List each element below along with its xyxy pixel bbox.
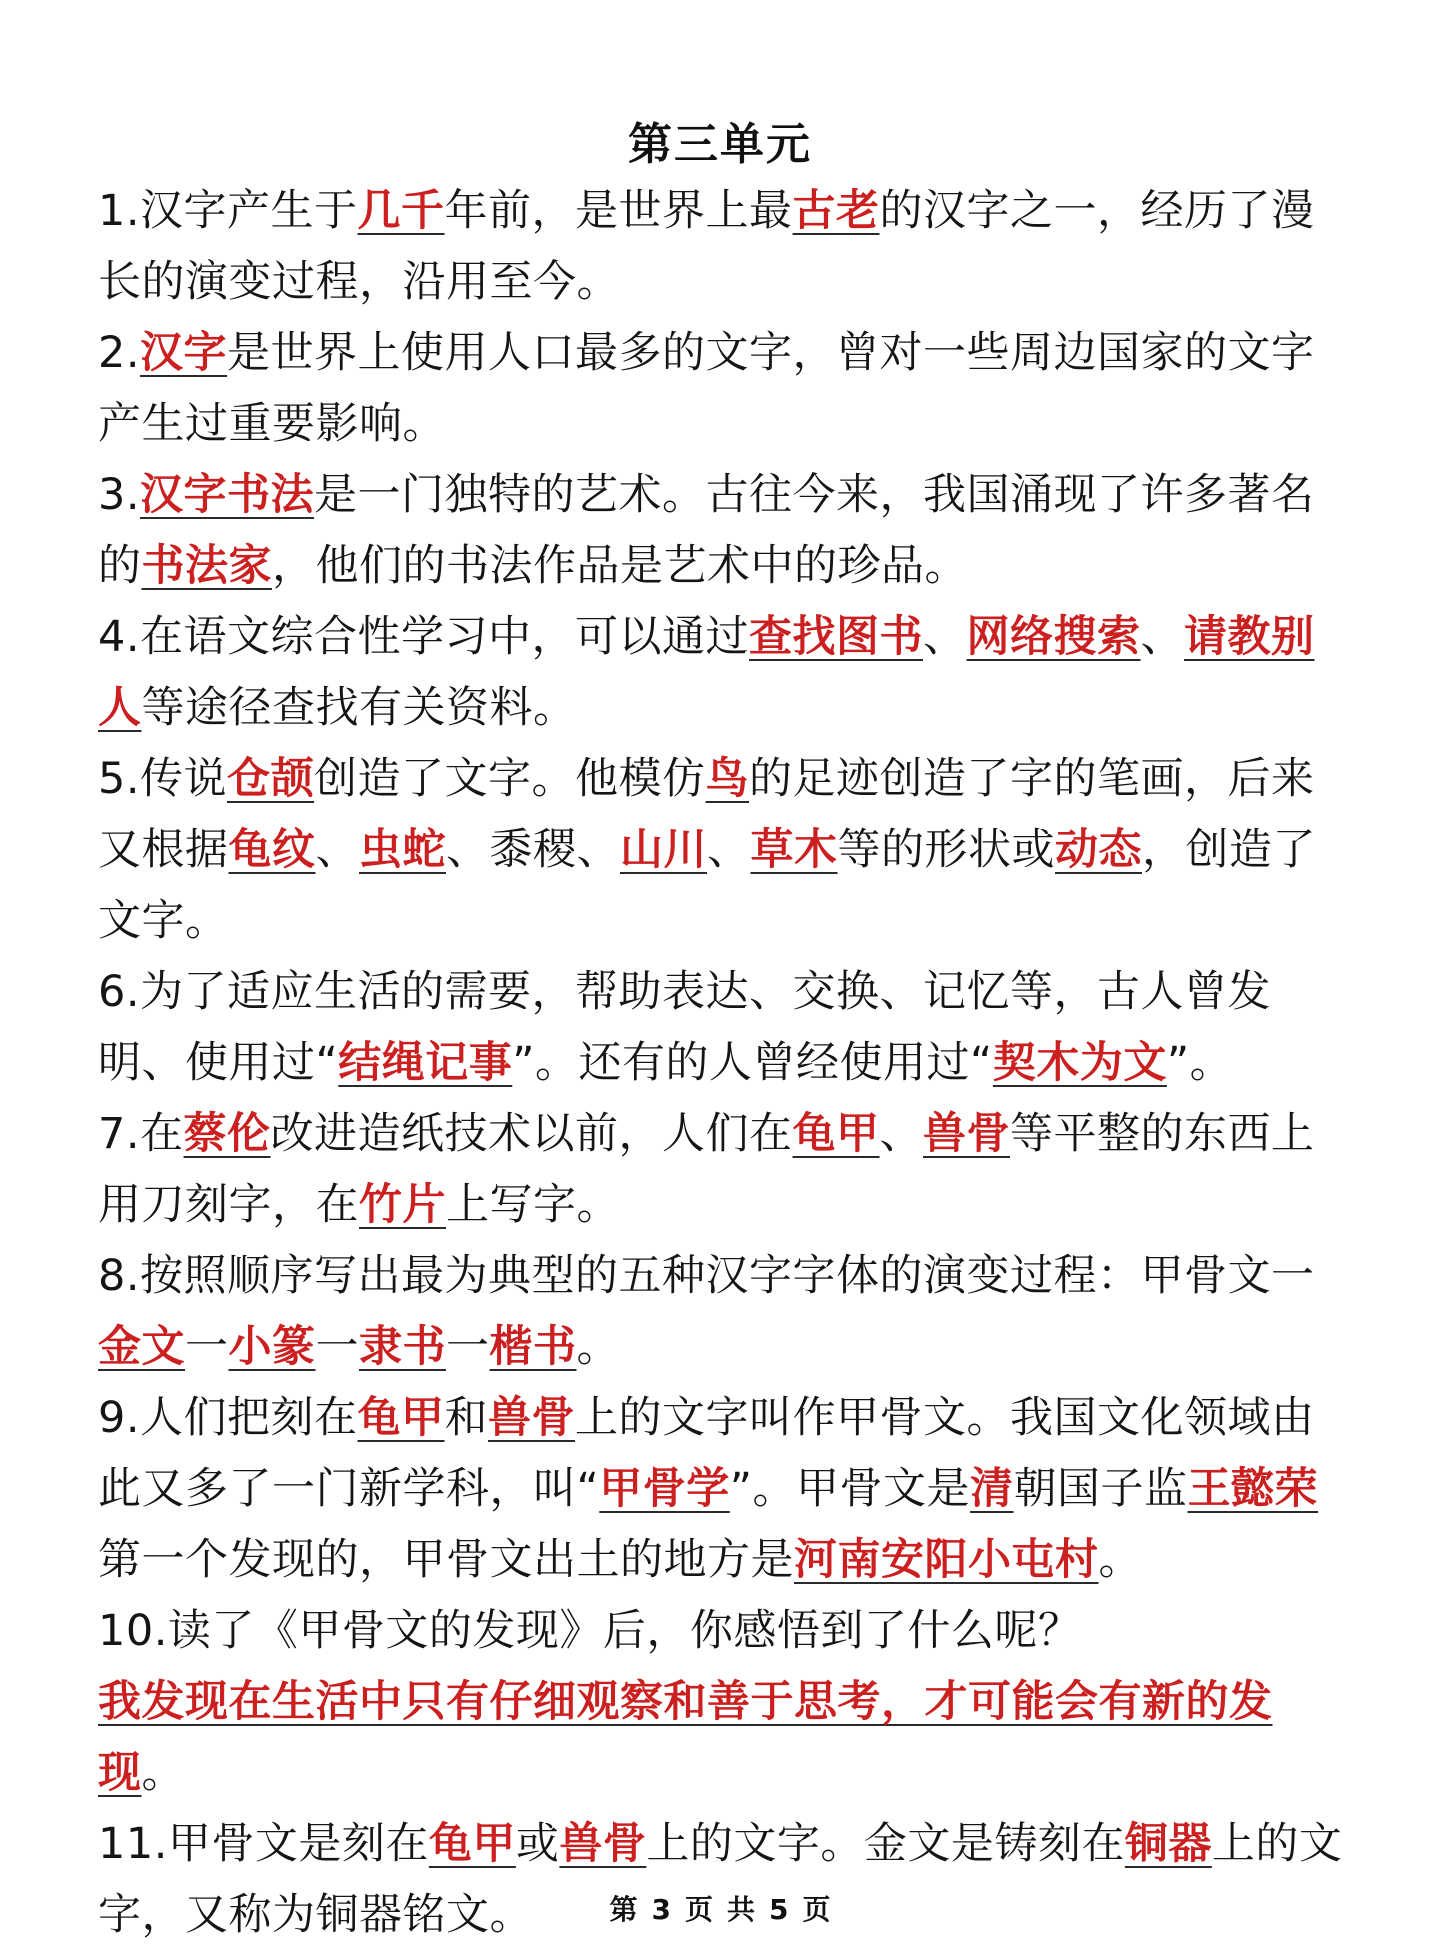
document-body [98,176,1348,1951]
question-text: 10.读了《甲骨文的发现》后，你感悟到了什么呢？ [98,1606,1082,1656]
question-text: 上的文字，又称为铜器铭文。 [98,1819,1343,1940]
question-text: 上的文字。金文是铸刻在 [646,1819,1125,1869]
question-text: 7.在 [98,1109,184,1159]
question-text: ，他们的书法作品是艺术中的珍品。 [272,541,968,591]
answer-text: 竹片 [359,1180,446,1230]
footer-total-pages: 5 [769,1893,789,1926]
answer-text: 仓颉 [227,754,315,804]
question-text: ”。 [1166,1038,1234,1088]
question-text: 第一个发现的，甲骨文出土的地方是 [98,1535,794,1585]
answer-text: 鸟 [705,754,750,804]
question-text: 11.甲骨文是刻在 [98,1819,429,1869]
question-text: 一 [185,1322,229,1372]
answer-text: 几千 [357,186,445,236]
answer-text: 龟甲 [792,1109,880,1159]
answer-text: 我发现在生活中只有仔细观察和善于思考，才可能会有新的发现 [98,1677,1273,1798]
answer-text: 兽骨 [923,1109,1011,1159]
question-text: 8.按照顺序写出最为典型的五种汉字字体的演变过程：甲骨文一 [98,1251,1315,1301]
footer-total-label: 页 [802,1893,831,1926]
footer-total-prefix: 共 [727,1893,756,1926]
question-text: ”。甲骨文是 [729,1464,971,1514]
question-text: 或 [515,1819,560,1869]
question-text: ，创造了文字。 [98,825,1316,946]
question-text: 4.在语文综合性学习中，可以通过 [98,612,750,662]
question-item [98,1667,1348,1809]
question-text: 6.为了适应生活的需要，帮助表达、交换、记忆等，古人曾发明、使用过“ [98,967,1272,1088]
question-text: 、 [923,612,967,662]
footer-page-number: 3 [651,1893,671,1926]
question-item [98,460,1348,602]
question-item [98,1596,1348,1667]
question-text: 上写字。 [446,1180,620,1230]
answer-text: 汉字书法 [140,470,315,520]
answer-text: 清 [970,1464,1014,1514]
answer-text: 金文 [98,1322,185,1372]
question-item [98,744,1348,957]
question-text: 。 [576,1322,620,1372]
question-text: 等平整的东西上用刀刻字，在 [98,1109,1315,1230]
question-text: 的汉字之一，经历了漫长的演变过程，沿用至今。 [98,186,1315,307]
answer-text: 龟纹 [228,825,316,875]
question-item [98,1383,1348,1596]
answer-text: 结绳记事 [338,1038,513,1088]
question-text: 朝国子监 [1013,1464,1188,1514]
page-footer [0,1888,1440,1928]
question-text: 创造了文字。他模仿 [314,754,706,804]
footer-prefix: 第 [609,1893,638,1926]
question-text: 5.传说 [98,754,228,804]
question-text: 9.人们把刻在 [98,1393,358,1443]
question-text: 。 [1098,1535,1142,1585]
question-text: ”。还有的人曾经使用过“ [512,1038,993,1088]
question-item [98,1099,1348,1241]
question-text: 和 [444,1393,489,1443]
answer-text: 汉字 [140,328,228,378]
answer-text: 山川 [620,825,707,875]
answer-text: 兽骨 [488,1393,576,1443]
document-title: 第三单元 [628,119,812,170]
question-text: 上的文字叫作甲骨文。我国文化领域由此又多了一门新学科，叫“ [98,1393,1315,1514]
question-text: 改进造纸技术以前，人们在 [270,1109,793,1159]
question-text: 。 [141,1748,185,1798]
question-text: 等途径查找有关资料。 [141,683,577,733]
question-text: 、 [707,825,751,875]
answer-text: 网络搜索 [966,612,1141,662]
question-text: 一 [446,1322,490,1372]
answer-text: 兽骨 [559,1819,647,1869]
answer-text: 河南安阳小屯村 [794,1535,1099,1585]
answer-text: 草木 [750,825,838,875]
answer-text: 书法家 [141,541,272,591]
answer-text: 龟甲 [428,1819,516,1869]
answer-text: 蔡伦 [183,1109,271,1159]
answer-text: 契木为文 [992,1038,1167,1088]
question-text: 3. [98,470,141,520]
question-text: 、黍稷、 [446,825,620,875]
answer-text: 请教别人 [98,612,1315,733]
answer-text: 动态 [1055,825,1142,875]
question-item [98,1809,1348,1951]
question-item [98,1241,1348,1383]
question-text: 是一门独特的艺术。古往今来，我国涌现了许多著名的 [98,470,1315,591]
question-item [98,176,1348,318]
question-text: 等的形状或 [837,825,1055,875]
answer-text: 隶书 [359,1322,446,1372]
question-item [98,318,1348,460]
question-text: 2. [98,328,141,378]
answer-text: 查找图书 [749,612,924,662]
question-item [98,957,1348,1099]
question-text: 1.汉字产生于 [98,186,358,236]
answer-text: 古老 [792,186,880,236]
answer-text: 王懿荣 [1187,1464,1319,1514]
footer-page-label: 页 [684,1893,713,1926]
question-text: 、 [1140,612,1185,662]
answer-text: 小篆 [228,1322,316,1372]
question-text: 一 [315,1322,359,1372]
answer-text: 楷书 [489,1322,577,1372]
answer-text: 龟甲 [357,1393,445,1443]
question-text: 是世界上使用人口最多的文字，曾对一些周边国家的文字产生过重要影响。 [98,328,1315,449]
question-text: 、 [879,1109,924,1159]
question-text: 年前，是世界上最 [444,186,793,236]
answer-text: 虫蛇 [359,825,446,875]
answer-text: 甲骨学 [599,1464,730,1514]
answer-text: 铜器 [1124,1819,1212,1869]
question-item [98,602,1348,744]
question-text: 、 [315,825,359,875]
question-text: 的足迹创造了字的笔画，后来又根据 [98,754,1315,875]
